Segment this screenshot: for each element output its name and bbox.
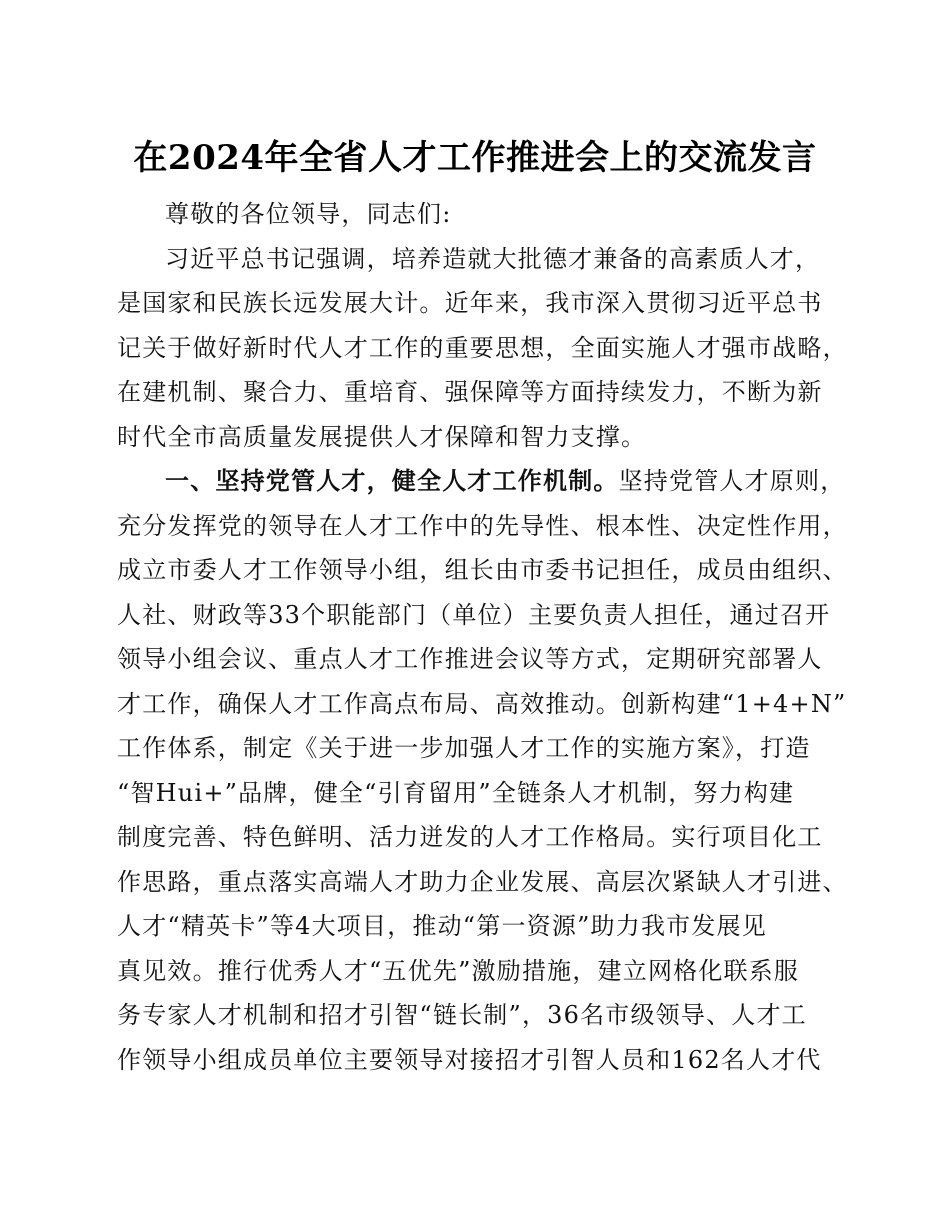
document-title: 在2024年全省人才工作推进会上的交流发言 [133, 138, 817, 178]
paragraph-line: 才工作，确保人才工作高点布局、高效推动。创新构建“1+4+N” [117, 689, 847, 718]
paragraph-line: 工作体系，制定《关于进一步加强人才工作的实施方案》，打造 [117, 734, 811, 762]
paragraph-line: 人社、财政等33个职能部门（单位）主要负责人担任，通过召开 [117, 600, 831, 629]
paragraph-line: 是国家和民族长远发展大计。近年来，我市深入贯彻习近平总书 [117, 289, 823, 317]
paragraph-line: 在建机制、聚合力、重培育、强保障等方面持续发力，不断为新 [117, 378, 823, 406]
paragraph-line: 真见效。推行优秀人才“五优先”激励措施，建立网格化联系服 [117, 956, 800, 985]
paragraph-line: 习近平总书记强调，培养造就大批德才兼备的高素质人才， [165, 244, 821, 273]
paragraph-line: 记关于做好新时代人才工作的重要思想，全面实施人才强市战略， [117, 333, 848, 362]
paragraph-line: 成立市委人才工作领导小组，组长由市委书记担任，成员由组织、 [117, 556, 848, 584]
document-body [117, 192, 848, 1082]
section-first-line-rest: 坚持党管人才原则， [618, 467, 846, 495]
paragraph-line: 务专家人才机制和招才引智“链长制”，36名市级领导、人才工 [117, 1001, 807, 1029]
paragraph-line: “智Hui+”品牌，健全“引育留用”全链条人才机制，努力构建 [117, 778, 795, 807]
salutation: 尊敬的各位领导，同志们: [165, 200, 452, 228]
section-heading: 一、坚持党管人才，健全人才工作机制。 [165, 466, 619, 495]
paragraph-line: 制度完善、特色鲜明、活力迸发的人才工作格局。实行项目化工 [117, 823, 823, 851]
paragraph-line: 时代全市高质量发展提供人才保障和智力支撑。 [117, 422, 647, 451]
paragraph-line: 作思路，重点落实高端人才助力企业发展、高层次紧缺人才引进、 [117, 867, 848, 896]
paragraph-line: 作领导小组成员单位主要领导对接招才引智人员和162名人才代 [117, 1045, 822, 1074]
paragraph-line: 人才“精英卡”等4大项目，推动“第一资源”助力我市发展见 [117, 912, 767, 940]
paragraph-line: 充分发挥党的领导在人才工作中的先导性、根本性、决定性作用， [117, 511, 848, 540]
section-first-line [117, 459, 846, 504]
paragraph-line: 领导小组会议、重点人才工作推进会议等方式，定期研究部署人 [117, 645, 823, 673]
